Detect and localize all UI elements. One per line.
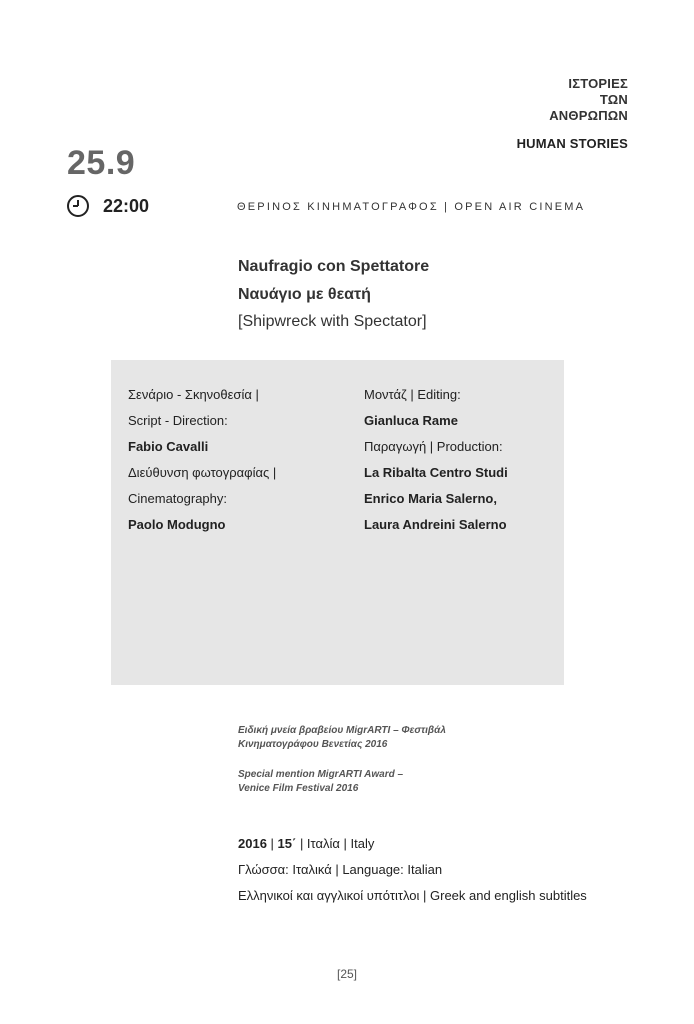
- credit-line: Μοντάζ | Editing:: [364, 387, 461, 402]
- page-number: [25]: [336, 967, 357, 981]
- award-line: Κινηματογράφου Βενετίας 2016: [238, 739, 388, 750]
- section-title-greek-line: ΑΝΘΡΩΠΩΝ: [549, 108, 628, 123]
- credit-name: Paolo Modugno: [128, 517, 226, 532]
- screening-date: 25.9: [67, 144, 136, 182]
- award-english: [238, 768, 403, 796]
- clock-icon: [66, 194, 90, 218]
- credits-right-column: [364, 382, 508, 538]
- award-greek: [238, 724, 446, 752]
- film-title-original: Naufragio con Spettatore: [238, 258, 430, 275]
- film-subtitles: Ελληνικοί και αγγλικοί υπότιτλοι | Greek and english subtitles: [238, 888, 587, 903]
- screening-time: 22:00: [103, 196, 150, 216]
- film-year: 2016: [238, 836, 267, 851]
- credit-name: La Ribalta Centro Studi: [364, 465, 508, 480]
- film-language: Γλώσσα: Ιταλικά | Language: Italian: [238, 862, 443, 877]
- credit-name: Enrico Maria Salerno,: [364, 491, 497, 506]
- credit-line: Παραγωγή | Production:: [364, 439, 503, 454]
- credit-line: Διεύθυνση φωτογραφίας |: [128, 465, 277, 480]
- film-country: | Ιταλία | Italy: [296, 836, 375, 851]
- credits-left-column: [128, 382, 276, 538]
- film-title-greek: Ναυάγιο με θεατή: [238, 286, 371, 303]
- venue: ΘΕΡΙΝΟΣ ΚΙΝΗΜΑΤΟΓΡΑΦΟΣ | OPEN AIR CINEMA: [237, 201, 586, 213]
- credit-name: Laura Andreini Salerno: [364, 517, 507, 532]
- credit-line: Σενάριο - Σκηνοθεσία |: [128, 387, 259, 402]
- credit-line: Script - Direction:: [128, 413, 228, 428]
- film-title-english: [Shipwreck with Spectator]: [238, 313, 427, 330]
- film-duration: 15΄: [277, 836, 297, 851]
- credit-name: Fabio Cavalli: [128, 439, 209, 454]
- award-line: Venice Film Festival 2016: [238, 783, 359, 794]
- credit-line: Cinematography:: [128, 491, 227, 506]
- film-year-duration-country: 2016 | 15΄ | Ιταλία | Italy: [238, 836, 375, 851]
- section-title-greek: [468, 76, 628, 124]
- credits-box: [111, 360, 564, 685]
- credit-name: Gianluca Rame: [364, 413, 458, 428]
- section-title-english: HUMAN STORIES: [516, 136, 628, 151]
- award-line: Special mention MigrARTI Award –: [238, 769, 404, 780]
- section-title-greek-line: ΙΣΤΟΡΙΕΣ: [568, 76, 628, 91]
- section-title-greek-line: ΤΩΝ: [599, 92, 628, 107]
- award-line: Ειδική μνεία βραβείου MigrARTI – Φεστιβάλ: [238, 725, 446, 736]
